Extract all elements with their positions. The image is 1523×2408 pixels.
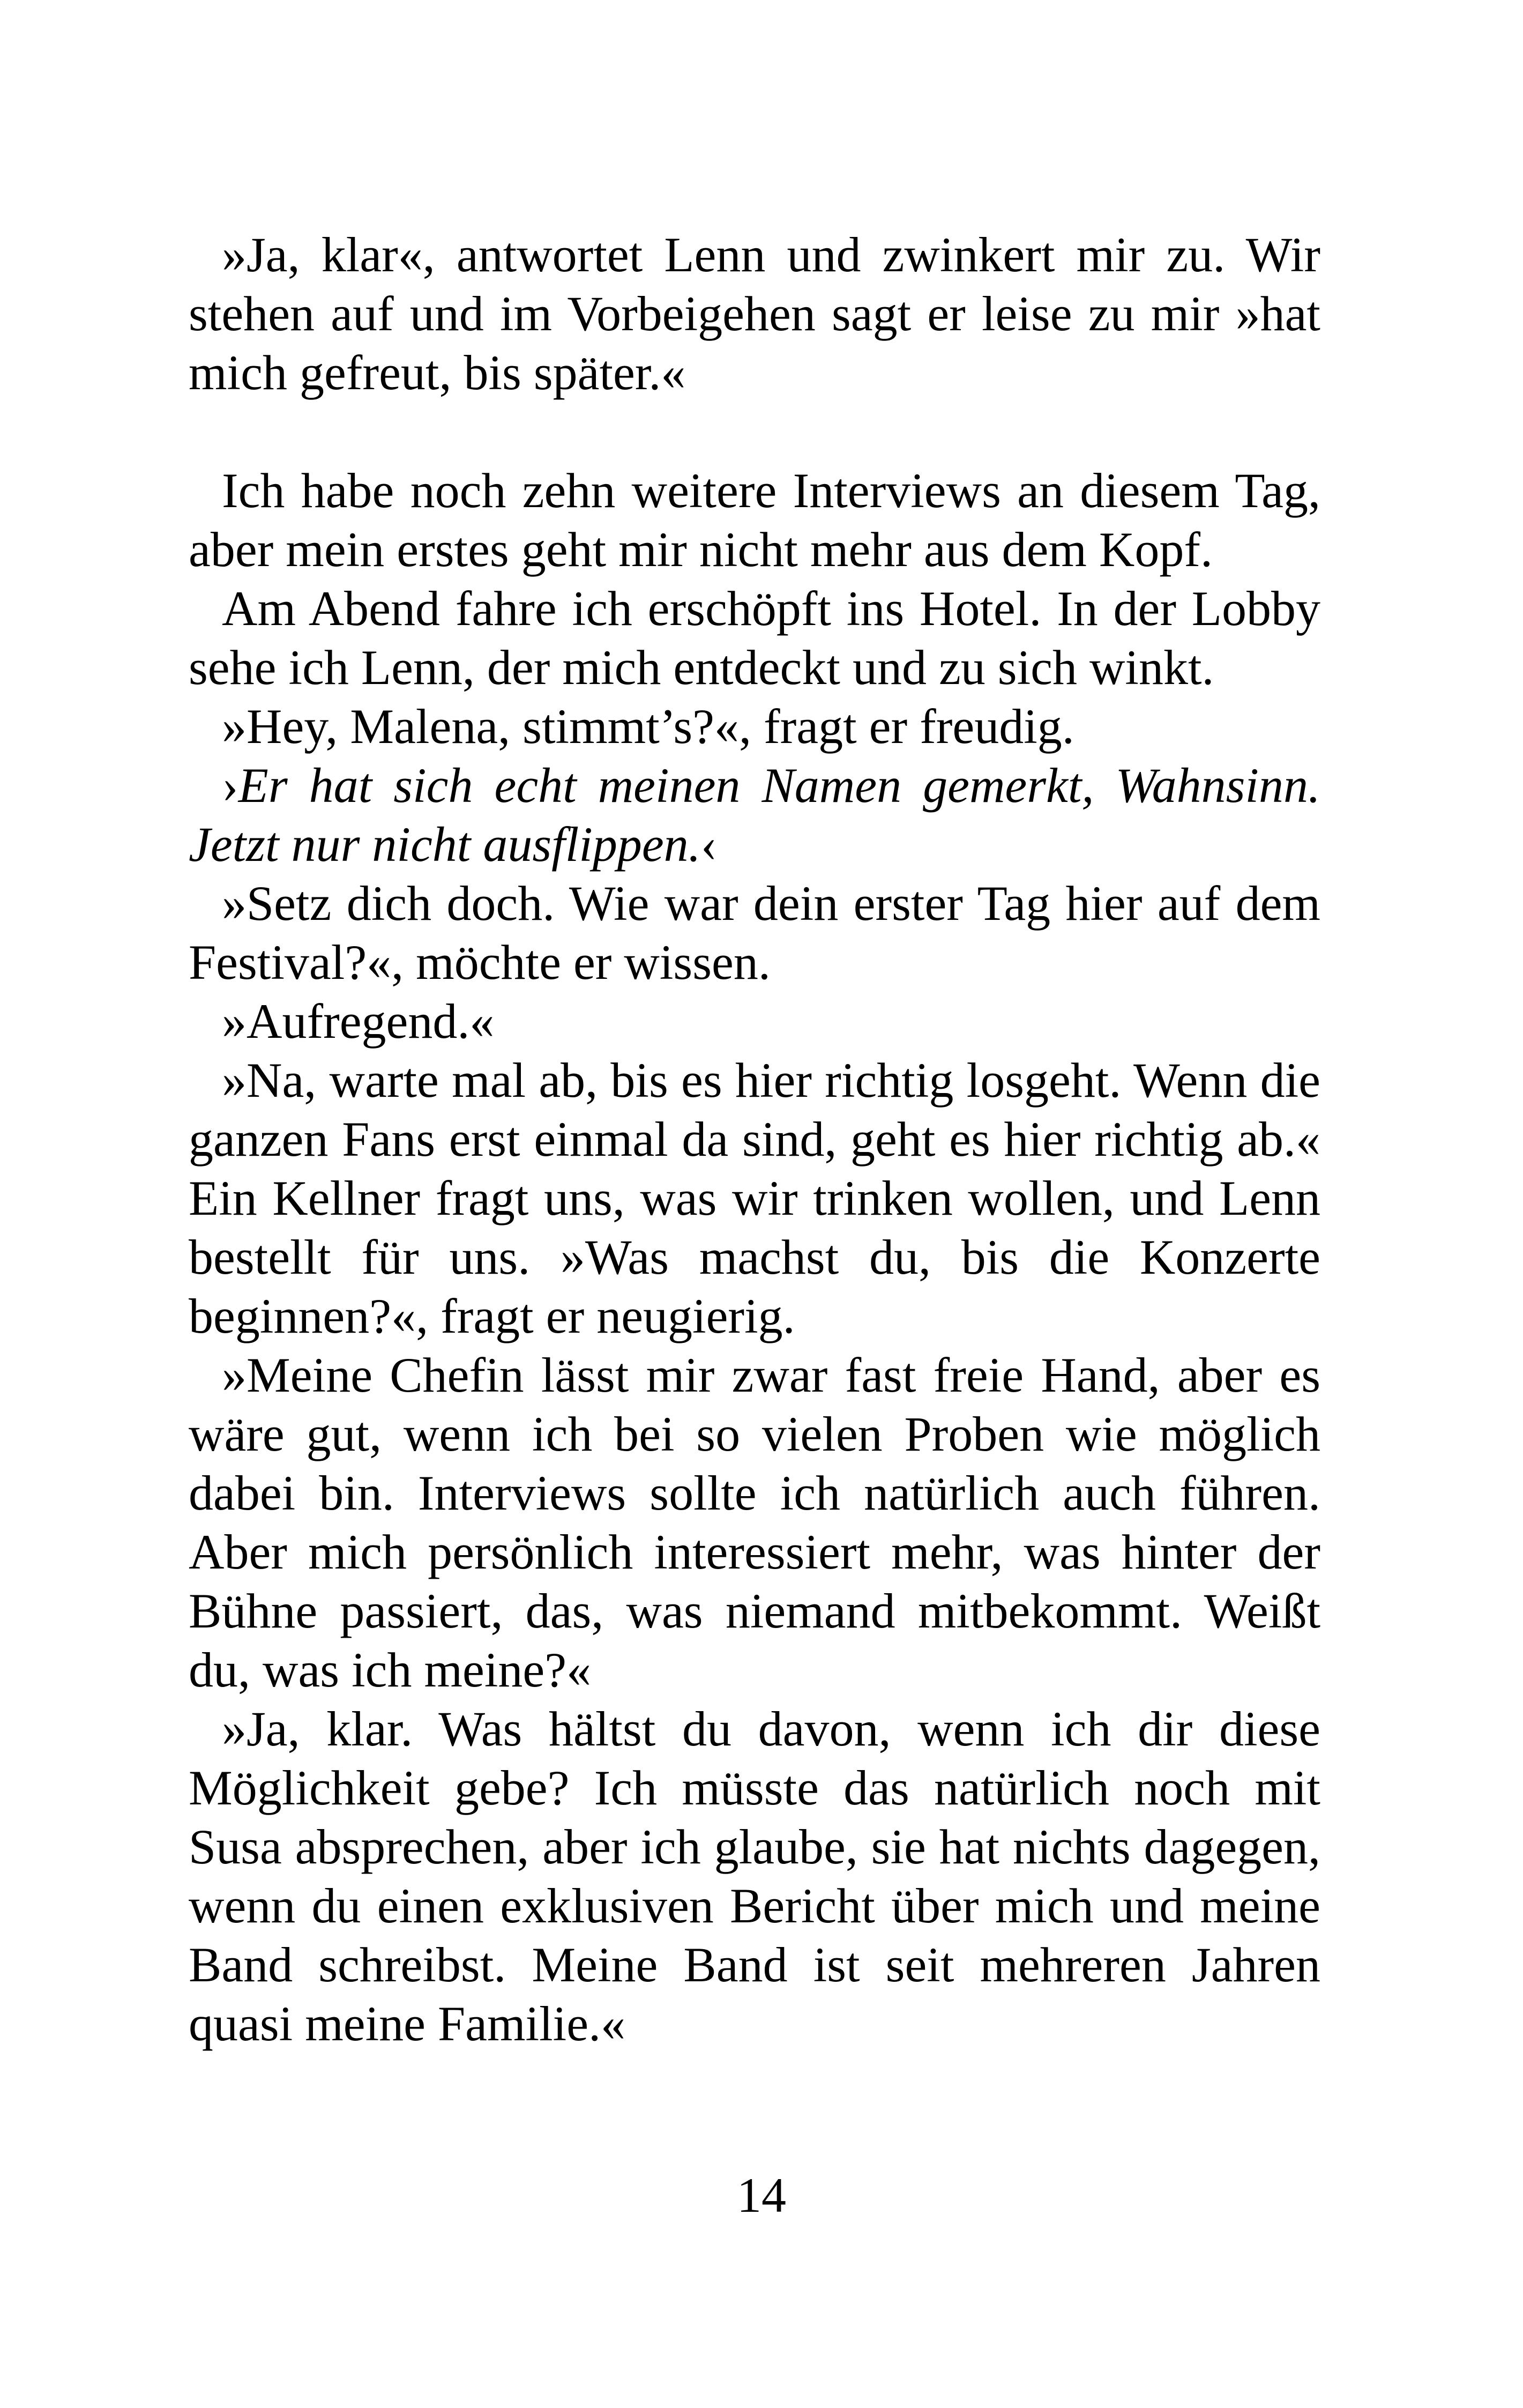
paragraph: »Ja, klar. Was hältst du davon, wenn ich dir diese Möglichkeit gebe? Ich müsste das natürlich noch mit Susa absprechen, aber ich glaube, sie hat nichts dagegen, wenn du einen exklusiven Bericht über mich und meine Band schreibst. Meine Band ist seit mehreren Jahren quasi meine Familie.« bbox=[189, 1701, 1320, 2051]
inner-thought-text: Er hat sich echt meinen Namen gemerkt, Wahnsinn. Jetzt nur nicht ausflippen. bbox=[189, 758, 1320, 872]
paragraph: »Setz dich doch. Wie war dein erster Tag hier auf dem Festival?«, möchte er wissen. bbox=[189, 876, 1320, 990]
paragraph: »Aufregend.« bbox=[222, 994, 495, 1049]
thought-open-quote: › bbox=[222, 758, 238, 813]
paragraph: Ich habe noch zehn weitere Interviews an diesem Tag, aber mein erstes geht mir nicht mehr aus dem Kopf. bbox=[189, 463, 1320, 577]
body-text bbox=[189, 225, 1320, 2053]
paragraph: »Hey, Malena, stimmt’s?«, fragt er freudig. bbox=[222, 699, 1074, 754]
paragraph: »Ja, klar«, antwortet Lenn und zwinkert mir zu. Wir stehen auf und im Vorbeigehen sagt er leise zu mir »hat mich gefreut, bis später.« bbox=[189, 227, 1320, 400]
paragraph: »Meine Chefin lässt mir zwar fast freie Hand, aber es wäre gut, wenn ich bei so vielen Proben wie möglich dabei bin. Interviews sollte ich natürlich auch führen. Aber mich persönlich interessiert mehr, was hinter der Bühne passiert, das, was niemand mitbekommt. Weißt du, was ich meine?« bbox=[189, 1348, 1320, 1697]
page-number: 14 bbox=[737, 2168, 786, 2223]
inner-thought-paragraph bbox=[189, 756, 1320, 874]
paragraph: »Na, warte mal ab, bis es hier richtig losgeht. Wenn die ganzen Fans erst einmal da sind, geht es hier richtig ab.« Ein Kellner fragt uns, was wir trinken wollen, und Lenn bestellt für uns. »Was machst du, bis die Konzerte beginnen?«, fragt er neugierig. bbox=[189, 1053, 1320, 1343]
thought-close-quote: ‹ bbox=[700, 817, 718, 872]
paragraph: Am Abend fahre ich erschöpft ins Hotel. In der Lobby sehe ich Lenn, der mich entdeckt und zu sich winkt. bbox=[189, 581, 1320, 695]
